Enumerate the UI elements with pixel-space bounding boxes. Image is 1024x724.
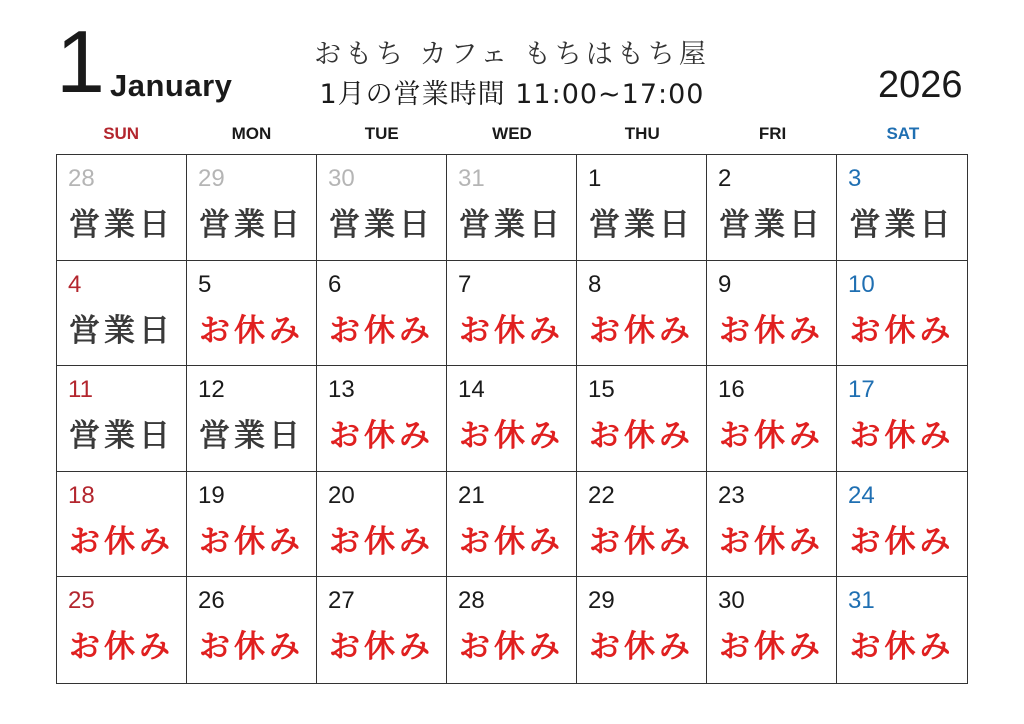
day-status: お休み (589, 629, 694, 666)
day-cell (577, 577, 707, 683)
day-number: 29 (198, 165, 225, 192)
day-status: お休み (329, 312, 434, 349)
day-cell (317, 366, 447, 472)
day-cell (707, 155, 837, 261)
month-name: January (110, 68, 233, 103)
day-status: お休み (849, 629, 955, 666)
day-cell (837, 366, 967, 472)
day-number: 5 (198, 270, 212, 298)
day-number: 19 (198, 481, 225, 509)
weekday-thu: THU (624, 124, 660, 143)
day-status: お休み (329, 629, 434, 666)
day-cell (837, 472, 967, 578)
day-status: お休み (459, 629, 564, 666)
day-status: お休み (589, 418, 694, 455)
day-number: 17 (848, 376, 875, 404)
day-status: 営業日 (589, 207, 694, 243)
day-number: 18 (68, 481, 95, 509)
day-status: 営業日 (719, 207, 824, 243)
day-cell (317, 577, 447, 683)
day-number: 22 (588, 481, 615, 509)
shop-name: おもち カフェ もちはもち屋 (314, 39, 710, 70)
day-number: 25 (68, 587, 95, 615)
day-status: お休み (69, 629, 174, 666)
day-status: お休み (329, 523, 434, 560)
day-cell (707, 366, 837, 472)
day-status: 営業日 (69, 312, 174, 349)
day-number: 26 (198, 587, 225, 615)
day-cell (187, 155, 317, 261)
day-number: 24 (848, 481, 875, 509)
day-status: お休み (199, 523, 304, 560)
weekday-tue: TUE (364, 124, 399, 143)
day-status: お休み (199, 312, 304, 349)
day-cell (317, 261, 447, 367)
day-status: お休み (589, 523, 694, 560)
calendar-grid (56, 154, 968, 684)
day-number: 8 (588, 270, 602, 298)
day-cell (577, 472, 707, 578)
weekday-header-row (56, 120, 968, 148)
day-number: 3 (848, 165, 862, 192)
day-number: 6 (328, 270, 342, 298)
day-cell (577, 366, 707, 472)
day-status: お休み (459, 312, 564, 349)
day-cell (317, 155, 447, 261)
day-number: 31 (848, 587, 875, 615)
day-status: お休み (589, 312, 694, 349)
day-status: お休み (459, 523, 564, 560)
day-cell (447, 261, 577, 367)
weekday-sun: SUN (103, 124, 140, 143)
day-cell (447, 472, 577, 578)
day-status: 営業日 (69, 418, 174, 455)
day-number: 1 (588, 165, 602, 192)
day-number: 30 (328, 165, 355, 192)
day-status: 営業日 (69, 207, 174, 243)
month-number: 1 (56, 12, 105, 111)
day-status: お休み (459, 418, 564, 455)
day-cell (707, 261, 837, 367)
day-number: 7 (458, 270, 472, 298)
year: 2026 (878, 64, 963, 106)
weekday-mon: MON (231, 124, 272, 143)
day-number: 10 (848, 270, 875, 298)
business-hours: 1月の営業時間 11:00~17:00 (319, 79, 705, 110)
day-number: 28 (458, 587, 485, 615)
day-cell (57, 577, 187, 683)
day-cell (837, 155, 967, 261)
day-number: 31 (458, 165, 485, 192)
day-cell (57, 155, 187, 261)
day-status: 営業日 (329, 207, 434, 243)
day-cell (707, 577, 837, 683)
weekday-fri: FRI (758, 124, 787, 143)
day-status: お休み (199, 629, 304, 666)
day-cell (447, 577, 577, 683)
day-cell (447, 155, 577, 261)
day-cell (187, 577, 317, 683)
day-status: お休み (719, 523, 824, 560)
day-number: 23 (718, 481, 745, 509)
day-number: 13 (328, 376, 355, 404)
weekday-wed: WED (492, 124, 532, 143)
day-cell (57, 366, 187, 472)
day-cell (187, 472, 317, 578)
day-number: 16 (718, 376, 745, 404)
day-cell (837, 577, 967, 683)
day-number: 27 (328, 587, 355, 615)
day-cell (187, 366, 317, 472)
day-number: 4 (68, 270, 82, 298)
day-number: 15 (588, 376, 615, 404)
day-number: 30 (718, 587, 745, 615)
day-status: お休み (69, 523, 174, 560)
day-status: 営業日 (459, 207, 564, 243)
day-number: 11 (68, 376, 93, 404)
day-status: お休み (849, 523, 955, 560)
day-number: 9 (718, 270, 732, 298)
day-number: 29 (588, 587, 615, 615)
day-cell (577, 261, 707, 367)
day-cell (837, 261, 967, 367)
day-cell (57, 472, 187, 578)
day-number: 14 (458, 376, 485, 404)
day-number: 28 (68, 165, 95, 192)
day-status: お休み (719, 629, 824, 666)
day-cell (187, 261, 317, 367)
day-number: 20 (328, 481, 355, 509)
day-status: お休み (329, 418, 434, 455)
day-status: お休み (719, 418, 824, 455)
day-number: 12 (198, 376, 225, 404)
day-number: 2 (718, 165, 732, 192)
day-status: お休み (849, 312, 955, 349)
day-status: お休み (719, 312, 824, 349)
day-number: 21 (458, 481, 485, 509)
day-cell (447, 366, 577, 472)
day-cell (707, 472, 837, 578)
weekday-sat: SAT (886, 124, 920, 143)
day-cell (57, 261, 187, 367)
day-cell (317, 472, 447, 578)
day-status: 営業日 (199, 207, 304, 243)
day-status: 営業日 (849, 207, 955, 243)
day-status: 営業日 (199, 418, 304, 455)
day-cell (577, 155, 707, 261)
day-status: お休み (849, 418, 955, 455)
